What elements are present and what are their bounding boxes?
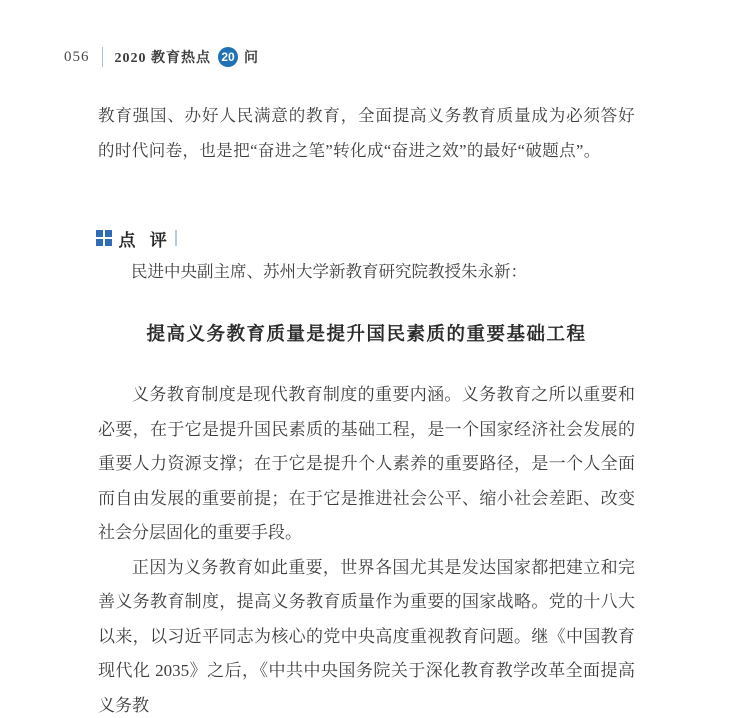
comment-label-row [96,228,177,248]
comment-body [98,378,635,718]
comment-paragraph: 正因为义务教育如此重要，世界各国尤其是发达国家都把建立和完善义务教育制度，提高义务教育质量作为重要的国家战略。党的十八大以来，以习近平同志为核心的党中央高度重视教育问题。继《中国教育现代化 2035》之后，《中共中央国务院关于深化教育教学改革全面提高义务教 [98,557,635,715]
book-title-suffix: 问 [244,51,258,66]
header-divider [102,47,103,67]
comment-paragraph: 义务教育制度是现代教育制度的重要内涵。义务教育之所以重要和必要，在于它是提升国民素质的基础工程，是一个国家经济社会发展的重要人力资源支撑；在于它是提升个人素养的重要路径，是一个人全面而自由发展的重要前提；在于它是推进社会公平、缩小社会差距、改变社会分层固化的重要手段。 [98,385,635,542]
grid-squares-icon [96,230,112,246]
intro-paragraph: 教育强国、办好人民满意的教育，全面提高义务教育质量成为必须答好的时代问卷，也是把“奋进之笔”转化成“奋进之效”的最好“破题点”。 [98,106,635,160]
comment-label-bar [175,230,177,246]
author-line: 民进中央副主席、苏州大学新教育研究院教授朱永新： [131,262,527,281]
page-number: 056 [64,48,90,65]
comment-label: 点 评 [118,230,172,250]
running-header [64,46,258,68]
book-title: 2020 教育热点 [114,51,211,66]
comment-heading: 提高义务教育质量是提升国民素质的重要基础工程 [146,325,587,345]
badge-number-circle: 20 [218,47,238,67]
